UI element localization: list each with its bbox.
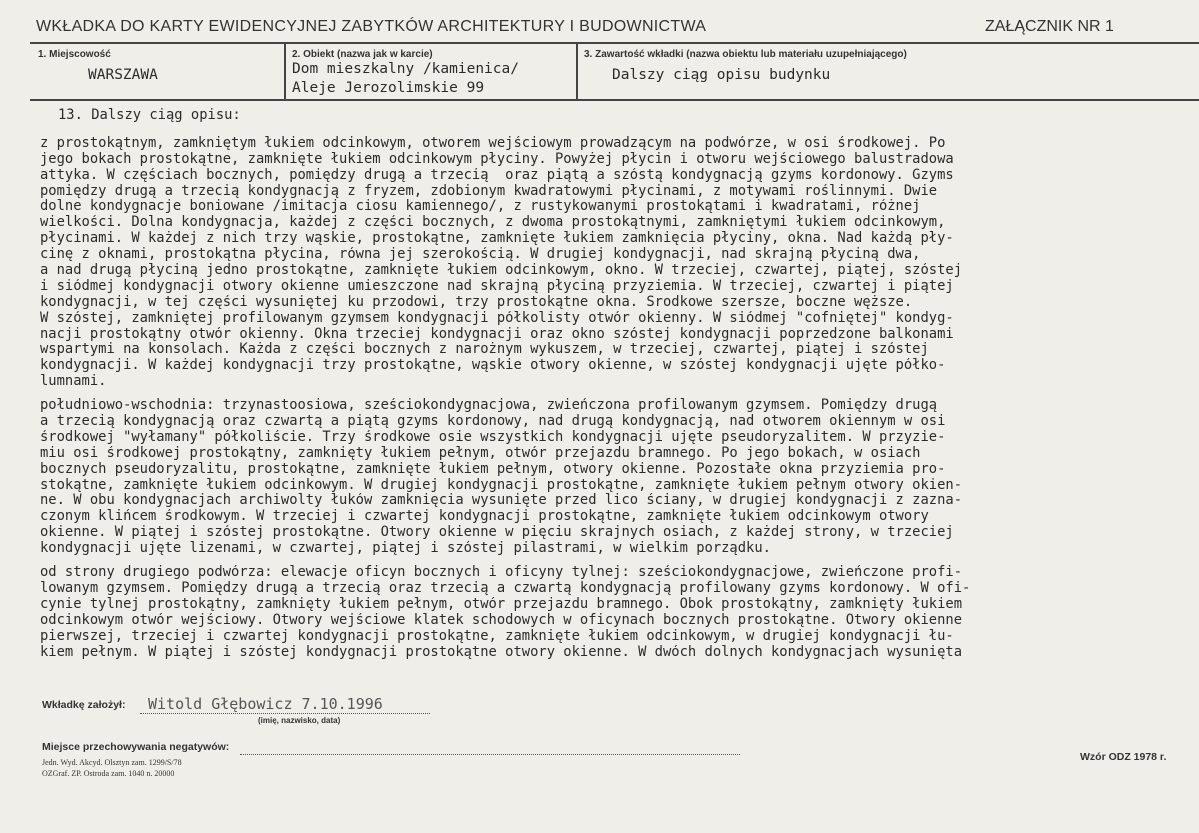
text-line: kiem pełnym. W piątej i szóstej kondygnacji prostokątne otwory okienne. W dwóch dolnych kondygnacjach wysunięta [40,644,963,660]
text-line: i siódmej kondygnacji otwory okienne umieszczone nad skrajną płyciną przyziemia. W trzeciej, czwartej i piątej [40,278,954,294]
text-line: okienne. W piątej i szóstej prostokątne. Otwory okienne w pięciu skrajnych osiach, z każdej strony, w trzeciej [40,525,954,541]
text-line: od strony drugiego podwórza: elewacje oficyn bocznych i oficyny tylnej: sześciokondygnacjowe, zwieńczone profi- [40,565,963,581]
founder-value: Witold Głębowicz 7.10.1996 [148,695,383,713]
text-line: południowo-wschodnia: trzynastoosiowa, sześciokondygnacjowa, zwieńczona profilowanym gzymsem. Pomiędzy drugą [40,398,938,414]
locality-value: WARSZAWA [88,67,158,83]
founder-caption: (imię, nazwisko, data) [258,716,341,725]
object-label: 2. Obiekt (nazwa jak w karcie) [292,49,433,60]
text-line: lowanym gzymsem. Pomiędzy drugą a trzecią oraz trzecią a czwartą kondygnacją profilowany gzyms kordonowy. W ofi- [40,580,971,596]
text-line: W szóstej, zamkniętej profilowanym gzymsem kondygnacji półkolisty otwór okienny. W siódmej "cofniętej" kondyg- [40,310,954,326]
text-line: a trzecią kondygnacją oraz czwartą a piątą gzyms kordonowy, nad drugą kondygnacją, nad otworem okiennym w osi [40,414,946,430]
text-line: z prostokątnym, zamkniętym łukiem odcinkowym, otworem wejściowym prowadzącym na podwórze, w osi środkowej. Po [40,135,946,151]
text-line: nacji prostokątny otwór okienny. Okna trzeciej kondygnacji oraz okno szóstej kondygnacji poprzedzone balkonami [40,326,954,342]
card-title: WKŁADKA DO KARTY EWIDENCYJNEJ ZABYTKÓW ARCHITEKTURY I BUDOWNICTWA [36,18,707,35]
text-line: ne. W obu kondygnacjach archiwolty łuków zamknięcia wysunięte przed lico ściany, w drugiej kondygnacji z zazna- [40,493,963,509]
text-line: kondygnacji. W każdej kondygnacji trzy prostokątne, wąskie otwory okienne, w szóstej kondygnacji ujęte półko- [40,358,946,374]
founder-dotted-line [140,713,430,714]
negatives-label: Miejsce przechowywania negatywów: [42,741,230,753]
paragraph-second-courtyard [40,565,1190,660]
object-value-line1: Dom mieszkalny /kamienica/ [292,61,519,77]
text-line: bocznych pseudoryzalitu, prostokątne, zamknięte łukiem pełnym, otwory okienne. Pozostałe okna przyziemia pro- [40,461,946,477]
annex-number: ZAŁĄCZNIK NR 1 [985,18,1114,35]
form-template-label: Wzór ODZ 1978 r. [1080,751,1167,763]
text-line: jego bokach prostokątne, zamknięte łukiem odcinkowym płyciny. Powyżej płycin i otworu wejściowego balustradowa [40,151,954,167]
paragraph-courtyard-facade [40,136,1190,390]
printer-imprint-2: OZGraf. ZP. Ostroda zam. 1040 n. 20000 [42,769,175,778]
text-line: attyka. W częściach bocznych, pomiędzy drugą a trzecią oraz piątą a szóstą kondygnacją gzyms kordonowy. Gzyms [40,167,954,183]
text-line: środkowej "wyłamany" półkoliście. Trzy środkowe osie wszystkich kondygnacji ujęte pseudoryzalitem. W przyzie- [40,429,946,445]
text-line: kondygnacji ujęte lizenami, w czwartej, piątej i szóstej pilastrami, w wielkim porządku. [40,541,771,557]
divider [30,42,1199,44]
content-value: Dalszy ciąg opisu budynku [612,67,831,83]
divider [284,43,286,100]
divider [576,43,578,100]
text-line: wielkości. Dolna kondygnacja, każdej z części bocznych, z dwoma prostokątnymi, zamkniętymi łukiem odcinkowym, [40,215,946,231]
content-label: 3. Zawartość wkładki (nazwa obiektu lub materiału uzupełniającego) [584,49,907,60]
text-line: pierwszej, trzeciej i czwartej kondygnacji prostokątne, zamknięte łukiem odcinkowym, w drugiej kondygnacji łu- [40,628,954,644]
paragraph-southeast-facade [40,398,1190,557]
description-text [40,108,1190,660]
text-line: stokątne, zamknięte łukiem odcinkowym. W drugiej kondygnacji prostokątne, zamknięte łukiem pełnym otwory okien- [40,477,963,493]
section-heading: 13. Dalszy ciąg opisu: [58,108,241,123]
text-line: cinę z oknami, prostokątna płycina, równa jej szerokością. W drugiej kondygnacji, nad skrajną płyciną dwa, [40,247,921,263]
printer-imprint-1: Jedn. Wyd. Akcyd. Olsztyn zam. 1299/S/78 [42,758,182,767]
text-line: dolne kondygnacje boniowane /imitacja ciosu kamiennego/, z rustykowanymi prostokątami i kwadratami, różnej [40,199,921,215]
text-line: cynie tylnej prostokątny, zamknięty łukiem pełnym, otwór przejazdu bramnego. Obok prostokątny, zamknięty łukiem [40,596,963,612]
text-line: a nad drugą płyciną jedno prostokątne, zamknięte łukiem odcinkowym, okno. W trzeciej, czwartej, piątej, szóstej [40,263,963,279]
text-line: kondygnacji, w tej części wysuniętej ku przodowi, trzy prostokątne okna. Środkowe szersze, boczne węższe. [40,294,913,310]
text-line: czonym klińcem środkowym. W trzeciej i czwartej kondygnacji prostokątne, zamknięte łukiem odcinkowym otwory [40,509,929,525]
text-line: wspartymi na konsolach. Każda z części bocznych z narożnym wykuszem, w trzeciej, czwartej, piątej i szóstej [40,342,929,358]
divider [30,99,1199,101]
text-line: płycinami. W każdej z nich trzy wąskie, prostokątne, zamknięte łukiem zamknięcia płyciny, okna. Nad każdą pły- [40,231,954,247]
text-line: odcinkowym otwór wejściowy. Otwory wejściowe klatek schodowych w oficynach bocznych prostokątne. Otwory okienne [40,612,963,628]
object-value-line2: Aleje Jerozolimskie 99 [292,80,485,96]
founder-label: Wkładkę założył: [42,699,126,711]
text-line: lumnami. [40,374,107,390]
text-line: miu osi środkowej prostokątny, zamknięty łukiem pełnym, otwór przejazdu bramnego. Po jego bokach, w osiach [40,445,921,461]
text-line: pomiędzy drugą a trzecią kondygnacją z fryzem, zdobionym kwadratowymi płycinami, z motywami roślinnymi. Dwie [40,183,938,199]
locality-label: 1. Miejscowość [38,49,111,60]
negatives-dotted-line [240,754,740,755]
